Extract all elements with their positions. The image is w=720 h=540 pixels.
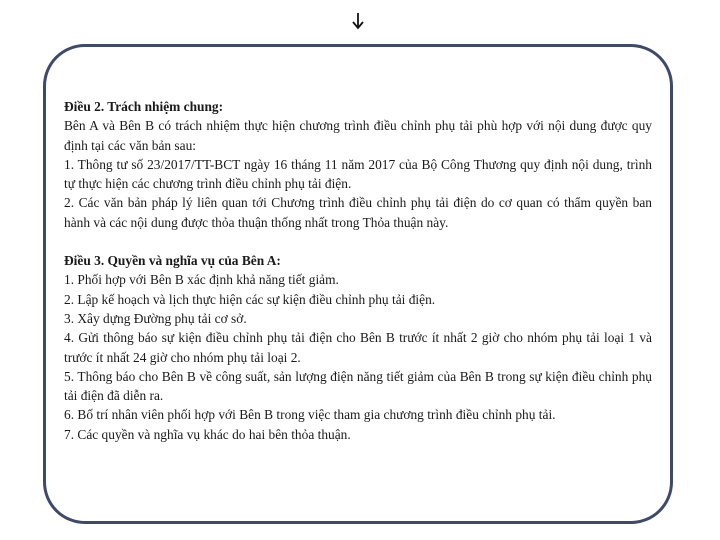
article-2-item-1: 1. Thông tư số 23/2017/TT-BCT ngày 16 tháng 11 năm 2017 của Bộ Công Thương quy định nội dung, trình tự thực hiện các chương trình điều chỉnh phụ tải điện. xyxy=(64,156,652,192)
article-2-intro: Bên A và Bên B có trách nhiệm thực hiện chương trình điều chỉnh phụ tải phù hợp với nội dung được quy định tại các văn bản sau: xyxy=(64,118,652,153)
article-2-heading: Điều 2. Trách nhiệm chung: xyxy=(64,99,224,114)
document-body xyxy=(64,97,652,444)
article-3-item-3: 3. Xây dựng Đường phụ tải cơ sở. xyxy=(64,310,247,326)
article-3-heading: Điều 3. Quyền và nghĩa vụ của Bên A: xyxy=(64,253,281,269)
article-3-section xyxy=(64,251,652,444)
article-2-section xyxy=(64,97,652,232)
article-3-item-5: 5. Thông báo cho Bên B về công suất, sản lượng điện năng tiết giảm của Bên B trong sự kiện điều chỉnh phụ tải điện đã diễn ra. xyxy=(64,368,652,404)
article-2-item-2: 2. Các văn bản pháp lý liên quan tới Chương trình điều chỉnh phụ tải điện do cơ quan có thẩm quyền ban hành và các nội dung được thỏa thuận thống nhất trong Thỏa thuận này. xyxy=(64,195,652,230)
article-3-item-7: 7. Các quyền và nghĩa vụ khác do hai bên thỏa thuận. xyxy=(64,426,351,442)
article-3-item-1: 1. Phối hợp với Bên B xác định khả năng tiết giảm. xyxy=(64,272,339,288)
article-3-item-4: 4. Gửi thông báo sự kiện điều chỉnh phụ tải điện cho Bên B trước ít nhất 2 giờ cho nhóm phụ tải loại 1 và trước ít nhất 24 giờ cho nhóm phụ tải loại 2. xyxy=(64,330,652,365)
article-3-item-2: 2. Lập kế hoạch và lịch thực hiện các sự kiện điều chỉnh phụ tải điện. xyxy=(64,291,436,307)
arrow-down-icon xyxy=(350,12,366,30)
article-3-item-6: 6. Bố trí nhân viên phối hợp với Bên B trong việc tham gia chương trình điều chỉnh phụ tải. xyxy=(64,407,556,423)
